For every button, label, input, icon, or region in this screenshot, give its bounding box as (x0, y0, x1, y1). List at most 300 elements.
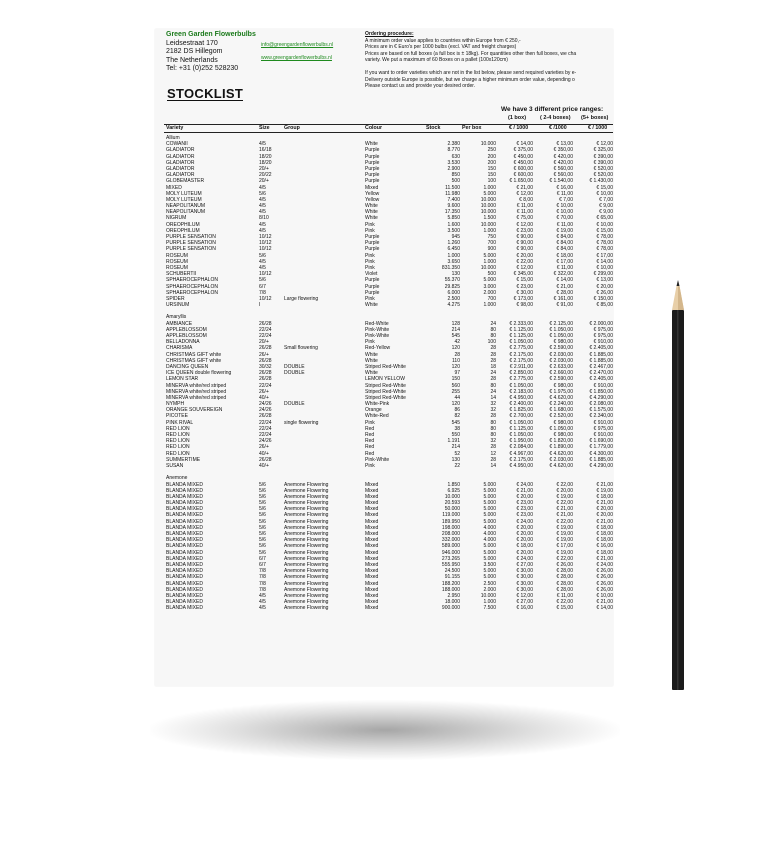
table-cell: 7/8 (259, 586, 266, 593)
table-cell: € 26,00 (596, 289, 613, 296)
table-cell: € 19,00 (556, 549, 573, 556)
table-cell: 28 (490, 444, 496, 451)
table-cell: € 21,00 (516, 184, 533, 191)
table-cell: € 90,00 (516, 246, 533, 253)
table-cell: 38 (454, 425, 460, 432)
table-cell: Mixed (365, 568, 379, 575)
table-cell: PURPLE SENSATION (166, 240, 216, 247)
table-cell: 80 (490, 382, 496, 389)
table-cell: Mixed (365, 184, 379, 191)
table-cell: 32 (490, 407, 496, 414)
company-name: Green Garden Flowerbulbs (166, 31, 256, 38)
table-cell: € 16,00 (556, 184, 573, 191)
table-cell: SPHAEROCEPHALON (166, 283, 218, 290)
table-cell: € 8,00 (519, 196, 533, 203)
table-cell: CHRISTMAS GIFT white (166, 351, 222, 358)
table-cell: € 23,00 (516, 283, 533, 290)
table-cell: White (365, 351, 378, 358)
table-cell: ROSEUM (166, 258, 188, 265)
table-cell: 82 (454, 413, 460, 420)
column-header: Stock (426, 125, 441, 131)
table-cell: € 15,00 (596, 227, 613, 234)
table-cell: € 150,00 (593, 295, 613, 302)
group-name: Anemone (166, 475, 188, 482)
table-cell: € 2.183,00 (509, 388, 533, 395)
table-cell: € 85,00 (596, 302, 613, 309)
table-cell: € 910,00 (593, 419, 613, 426)
table-cell: Anemone Flowering (284, 487, 329, 494)
table-cell: GLADIATOR (166, 159, 195, 166)
table-cell: € 2.467,00 (589, 363, 613, 370)
table-cell: € 26,00 (556, 561, 573, 568)
table-cell: 22/24 (259, 419, 272, 426)
table-cell: BLANDA MIXED (166, 506, 203, 513)
table-cell: 5.000 (483, 493, 496, 500)
table-cell: Striped Red-White (365, 363, 406, 370)
table-cell: SPHAEROCEPHALON (166, 277, 218, 284)
table-cell: 5/6 (259, 537, 266, 544)
table-cell: Mixed (365, 537, 379, 544)
table-cell: BLANDA MIXED (166, 561, 203, 568)
table-cell: 208.000 (441, 531, 460, 537)
table-cell: CHARISMA (166, 345, 193, 352)
table-cell: Mixed (365, 599, 379, 606)
table-cell: 1.000 (483, 227, 496, 234)
table-cell: 80 (490, 333, 496, 339)
table-cell: Red (365, 432, 375, 438)
table-cell: 128 (451, 320, 460, 327)
procedure-line: variety. We put a maximum of 60 Boxes on a pallet (100x120cm) (365, 57, 508, 64)
table-cell: Pink (365, 264, 375, 271)
table-cell: 4.000 (483, 524, 496, 531)
table-cell: € 19,00 (556, 531, 573, 537)
table-cell: € 2.405,00 (589, 376, 613, 383)
table-cell: 7.400 (447, 196, 460, 203)
column-header: Per box (462, 125, 482, 131)
table-cell: 5/6 (259, 481, 266, 488)
table-cell: € 75,00 (516, 215, 533, 222)
table-cell: € 2.030,00 (549, 456, 573, 463)
table-cell: SCHUBERTII (166, 271, 197, 278)
table-cell: € 1.430,00 (589, 178, 613, 185)
procedure-line: Delivery outside Europe is possible, but we charge a higher minimum order value, depending o (365, 76, 575, 83)
table-cell: Purple (365, 159, 380, 166)
table-cell: € 2.850,00 (509, 370, 533, 377)
paper-shadow (150, 700, 620, 760)
table-cell: AMBIANCE (166, 320, 193, 327)
table-cell: € 20,00 (516, 524, 533, 531)
table-cell: Mixed (365, 531, 379, 537)
table-cell: 80 (490, 425, 496, 432)
table-cell: 500 (487, 271, 496, 278)
table-cell: € 11,00 (556, 264, 573, 271)
table-cell: € 4.620,00 (549, 450, 573, 457)
table-cell: 22 (454, 462, 460, 469)
table-cell: 10.000 (444, 493, 460, 500)
table-cell: Anemone Flowering (284, 518, 329, 525)
table-cell: 2.380 (447, 141, 460, 148)
table-cell: 5.000 (483, 568, 496, 575)
table-cell: € 18,00 (596, 524, 613, 531)
table-cell: 26/28 (259, 320, 272, 327)
table-cell: € 4.950,00 (509, 394, 533, 401)
table-cell: 32 (490, 401, 496, 408)
table-cell: € 2.175,00 (509, 351, 533, 358)
table-cell: 18 (490, 363, 496, 370)
table-cell: PURPLE SENSATION (166, 246, 216, 253)
table-cell: 1.000 (483, 599, 496, 606)
table-cell: SPIDER (166, 295, 185, 302)
price-range-label: (1 box) (508, 115, 527, 121)
table-cell: 10.000 (480, 209, 496, 216)
phone-line: Tel: +31 (0)252 528230 (166, 65, 239, 72)
column-header: € /1000 (549, 125, 567, 131)
table-cell: Anemone Flowering (284, 568, 329, 575)
table-cell: 10/12 (259, 246, 272, 253)
table-cell: 11.500 (445, 184, 460, 191)
table-cell: 110 (452, 357, 460, 364)
table-cell: € 1.650,00 (509, 178, 533, 185)
table-cell: 5/6 (259, 252, 266, 259)
table-cell: Purple (365, 165, 380, 172)
table-cell: 18.000 (444, 599, 460, 606)
table-cell: € 18,00 (596, 537, 613, 544)
table-cell: 4/5 (259, 221, 266, 228)
table-cell: MOLY LUTEUM (166, 196, 202, 203)
table-cell: € 21,00 (596, 599, 613, 606)
table-cell: € 1.125,00 (509, 326, 533, 333)
table-cell: € 975,00 (593, 333, 613, 339)
table-cell: € 2.333,00 (509, 320, 533, 327)
table-cell: 3.000 (483, 283, 496, 290)
table-cell: BLANDA MIXED (166, 586, 203, 593)
table-cell: € 15,00 (556, 605, 573, 612)
table-cell: Small flowering (284, 345, 318, 352)
table-cell: 7.500 (483, 605, 496, 612)
table-cell: 22/24 (259, 326, 272, 333)
table-cell: € 450,00 (513, 159, 533, 166)
table-cell: € 23,00 (516, 227, 533, 234)
table-cell: € 21,00 (516, 487, 533, 494)
table-cell: 1.850 (447, 481, 460, 488)
table-cell: 10/12 (259, 240, 272, 247)
table-cell: € 19,00 (556, 524, 573, 531)
table-cell: € 2.470,00 (589, 370, 613, 377)
table-cell: € 2.340,00 (589, 413, 613, 420)
table-cell: 120 (451, 363, 460, 370)
table-cell: Mixed (365, 574, 379, 581)
table-cell: 750 (487, 234, 496, 240)
table-cell: € 20,00 (596, 283, 613, 290)
table-cell: 28 (490, 345, 496, 352)
table-cell: 150 (487, 165, 496, 172)
table-cell: € 2.590,00 (549, 376, 573, 383)
table-cell: € 600,00 (513, 165, 533, 172)
table-cell: 5/6 (259, 506, 266, 513)
table-cell: 545 (451, 419, 460, 426)
table-cell: € 7,00 (559, 196, 573, 203)
table-cell: MIXED (166, 184, 182, 191)
table-cell: € 10,00 (596, 592, 613, 599)
address-line: Leidsestraat 170 (166, 39, 218, 47)
table-cell: 24 (490, 320, 496, 327)
table-cell: € 12,00 (516, 592, 533, 599)
table-cell: 3.650 (447, 258, 460, 265)
table-cell: 5.850 (447, 215, 460, 222)
table-cell: € 2.590,00 (549, 345, 573, 352)
table-cell: Violet (365, 271, 378, 278)
table-cell: 24/26 (259, 401, 272, 408)
table-cell: € 26,00 (596, 568, 613, 575)
table-cell: Yellow (365, 196, 380, 203)
table-cell: 20.593 (444, 500, 460, 507)
table-cell: 5/6 (259, 518, 266, 525)
table-cell: € 10,00 (596, 221, 613, 228)
procedure-line: Please contact us and provide your desired order. (365, 83, 476, 90)
table-cell: 214 (451, 444, 460, 451)
table-cell: 5/6 (259, 277, 266, 284)
table-cell: BLANDA MIXED (166, 605, 203, 612)
table-cell: Purple (365, 234, 380, 240)
table-cell: ROSEUM (166, 252, 188, 259)
table-cell: 12 (490, 450, 496, 457)
table-cell: € 11,00 (516, 203, 533, 210)
table-cell: GLADIATOR (166, 165, 195, 172)
table-cell: 10/12 (259, 271, 272, 278)
table-cell: € 30,00 (516, 580, 533, 587)
table-cell: € 12,00 (516, 264, 533, 271)
table-cell: € 90,00 (516, 240, 533, 247)
table-cell: 1.500 (483, 215, 496, 222)
table-cell: € 30,00 (516, 289, 533, 296)
table-cell: € 2.633,00 (549, 363, 573, 370)
table-cell: 10.000 (480, 221, 496, 228)
table-cell: White (365, 370, 378, 377)
table-cell: 3.500 (447, 227, 460, 234)
table-cell: Anemone Flowering (284, 586, 329, 593)
table-cell: BLANDA MIXED (166, 481, 203, 488)
table-cell: Red (365, 425, 375, 432)
table-cell: Mixed (365, 487, 379, 494)
table-cell: € 1.575,00 (589, 407, 613, 414)
table-cell: 24 (490, 388, 496, 395)
table-cell: € 21,00 (556, 506, 573, 513)
table-cell: 550 (451, 432, 460, 438)
table-cell: 32 (490, 438, 496, 445)
table-cell: 50.000 (444, 506, 460, 513)
table-cell: DOUBLE (284, 401, 305, 408)
table-cell: € 2.084,00 (509, 444, 533, 451)
table-cell: € 980,00 (553, 339, 573, 346)
table-cell: € 16,00 (596, 543, 613, 550)
website-link[interactable]: www.greengardenflowerbulbs.nl (261, 55, 332, 61)
table-cell: 7/8 (259, 574, 266, 581)
table-cell: Pink-White (365, 333, 390, 339)
table-cell: 14 (490, 462, 496, 469)
table-cell: 4/5 (259, 264, 266, 271)
table-cell: 6.450 (447, 246, 460, 253)
table-cell: 5/6 (259, 543, 266, 550)
table-cell: Purple (365, 153, 380, 160)
table-cell: € 12,00 (516, 221, 533, 228)
table-cell: Mixed (365, 561, 379, 568)
table-cell: € 11,00 (556, 190, 573, 197)
table-cell: € 14,00 (556, 277, 573, 284)
table-cell: Mixed (365, 518, 379, 525)
table-cell: RED LION (166, 444, 190, 451)
table-cell: 2.900 (447, 165, 460, 172)
table-cell: BLANDA MIXED (166, 568, 203, 575)
table-cell: Purple (365, 172, 380, 179)
table-cell: 10.000 (480, 592, 496, 599)
table-cell: 26/28 (259, 413, 272, 420)
company-block (166, 31, 256, 74)
table-cell: 26/28 (259, 370, 272, 377)
table-cell: Purple (365, 147, 380, 154)
table-cell: ROSEUM (166, 264, 188, 271)
table-cell: 24/26 (259, 407, 272, 414)
table-cell: € 16,00 (516, 605, 533, 612)
table-cell: Mixed (365, 549, 379, 556)
table-cell: € 560,00 (553, 172, 573, 179)
procedure-line: Prices are in € Euro's per 1000 bulbs (excl. VAT and freight charges) (365, 44, 517, 51)
table-cell: Anemone Flowering (284, 580, 329, 587)
table-cell: 80 (490, 419, 496, 426)
table-cell: 1.000 (483, 184, 496, 191)
table-cell: 40/+ (259, 394, 269, 401)
table-cell: € 13,00 (596, 277, 613, 284)
table-cell: € 910,00 (593, 382, 613, 389)
table-cell: 130 (451, 456, 460, 463)
table-cell: € 28,00 (556, 289, 573, 296)
table-cell: € 2.125,00 (549, 320, 573, 327)
table-cell: BLANDA MIXED (166, 518, 203, 525)
table-cell: € 1.050,00 (509, 339, 533, 346)
table-cell: € 28,00 (556, 574, 573, 581)
table-cell: RED LION (166, 450, 190, 457)
procedure-line: A minimum order value applies to countries within Europe from € 250,- (365, 37, 521, 44)
table-cell: 11.980 (445, 190, 460, 197)
column-header: € / 1000 (588, 125, 608, 131)
table-cell: 20/+ (259, 165, 269, 172)
group-name: Allium (166, 135, 180, 141)
table-cell: BLANDA MIXED (166, 524, 203, 531)
table-cell: Anemone Flowering (284, 524, 329, 531)
table-cell: € 910,00 (593, 432, 613, 438)
table-cell: LEMON STAR (166, 376, 199, 383)
table-cell: 630 (451, 153, 460, 160)
table-cell: 1.000 (483, 258, 496, 265)
table-cell: Anemone Flowering (284, 506, 329, 513)
table-cell: 22/24 (259, 425, 272, 432)
table-cell: € 30,00 (516, 586, 533, 593)
table-cell: BELLADONNA (166, 339, 200, 346)
table-cell: RED LION (166, 425, 190, 432)
table-cell: 10/12 (259, 234, 272, 240)
table-cell: € 28,00 (556, 580, 573, 587)
table-cell: € 1.050,00 (549, 333, 573, 339)
table-cell: Red (365, 444, 375, 451)
table-cell: 200 (487, 159, 496, 166)
table-cell: 831.350 (441, 264, 460, 271)
email-link[interactable]: info@greengardenflowerbulbs.nl (261, 42, 334, 48)
table-cell: LEMON YELLOW (365, 376, 405, 383)
table-cell: € 1.850,00 (589, 388, 613, 395)
table-cell: 3.530 (447, 159, 460, 166)
table-cell: € 21,00 (596, 481, 613, 488)
table-cell: Anemone Flowering (284, 531, 329, 537)
table-cell: 20/+ (259, 178, 269, 185)
table-cell: € 91,00 (556, 302, 573, 309)
table-cell: 20/22 (259, 172, 272, 179)
table-cell: 945 (451, 234, 460, 240)
table-cell: 2.950 (447, 592, 460, 599)
table-cell: 900 (487, 246, 496, 253)
table-cell: 5/6 (259, 493, 266, 500)
table-cell: White (365, 203, 378, 210)
table-row (164, 605, 613, 611)
table-cell: Anemone Flowering (284, 512, 329, 519)
table-cell: € 10,00 (596, 190, 613, 197)
table-cell: 5.000 (483, 555, 496, 562)
table-cell: € 17,00 (596, 252, 613, 259)
table-cell: 100 (487, 178, 496, 185)
table-cell: € 420,00 (553, 159, 573, 166)
table-cell: 5.000 (483, 190, 496, 197)
table-cell: 4/5 (259, 209, 266, 216)
table-cell: Purple (365, 283, 380, 290)
table-cell: € 4.290,00 (589, 394, 613, 401)
table-cell: BLANDA MIXED (166, 592, 203, 599)
table-cell: 5.000 (483, 487, 496, 494)
table-cell: MINERVA white/red striped (166, 388, 227, 395)
table-cell: € 2.175,00 (509, 456, 533, 463)
table-cell: COWANII (166, 141, 188, 148)
table-cell: 555.950 (441, 561, 460, 568)
table-cell: 7/8 (259, 289, 266, 296)
table-cell: € 22,00 (516, 258, 533, 265)
table-cell: Anemone Flowering (284, 592, 329, 599)
table-cell: € 28,00 (556, 568, 573, 575)
table-cell: 2.000 (483, 586, 496, 593)
table-cell: 119.000 (442, 512, 460, 519)
table-cell: € 2.911,00 (509, 363, 533, 370)
table-cell: € 28,00 (556, 586, 573, 593)
table-cell: BLANDA MIXED (166, 512, 203, 519)
table-cell: € 13,00 (556, 141, 573, 148)
table-cell: Mixed (365, 543, 379, 550)
table-cell: € 18,00 (596, 493, 613, 500)
table-cell: 24.500 (444, 568, 460, 575)
table-row (164, 302, 613, 308)
table-cell: RED LION (166, 432, 190, 438)
table-cell: Mixed (365, 493, 379, 500)
table-cell: € 2.000,00 (589, 320, 613, 327)
table-cell: 4/5 (259, 184, 266, 191)
table-cell: 24/26 (259, 438, 272, 445)
table-cell: Anemone Flowering (284, 574, 329, 581)
table-cell: 946.000 (441, 549, 460, 556)
table-cell: White (365, 215, 378, 222)
stock-table (164, 135, 613, 611)
column-header: Size (259, 125, 270, 131)
table-cell: 2.500 (483, 580, 496, 587)
table-cell: € 20,00 (516, 537, 533, 544)
table-cell: 6/7 (259, 561, 266, 568)
table-cell: OREOPHILUM (166, 227, 200, 234)
table-cell: 850 (451, 172, 460, 179)
table-cell: Striped Red-White (365, 382, 406, 389)
